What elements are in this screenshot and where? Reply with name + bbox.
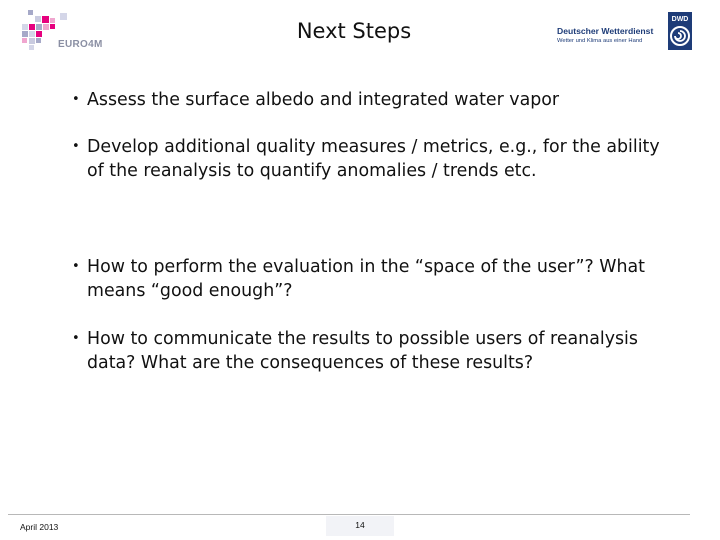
page-number: 14	[355, 520, 365, 530]
dwd-logo	[557, 12, 693, 52]
bullet-item-evaluation: • How to perform the evaluation in the “space of the user”? What means “good enough”?	[72, 255, 667, 303]
bullet-item-quality-measures: • Develop additional quality measures / metrics, e.g., for the ability of the reanalysis to quantify anomalies / trends etc.	[72, 135, 667, 183]
footer-divider	[8, 514, 690, 515]
bullet-item-albedo: • Assess the surface albedo and integrated water vapor	[72, 88, 667, 112]
dwd-badge-text: DWD	[671, 16, 689, 23]
dwd-logo-tagline: Wetter und Klima aus einer Hand	[557, 38, 643, 44]
bullet-item-communication: • How to communicate the results to possible users of reanalysis data? What are the consequences of these results?	[72, 327, 667, 375]
page-title: Next Steps	[296, 19, 412, 43]
euro4m-logo-text: EURO4M	[58, 39, 103, 50]
dwd-logo-name: Deutscher Wetterdienst	[557, 26, 654, 36]
dwd-badge-icon	[668, 12, 692, 50]
footer-date: April 2013	[20, 522, 59, 532]
